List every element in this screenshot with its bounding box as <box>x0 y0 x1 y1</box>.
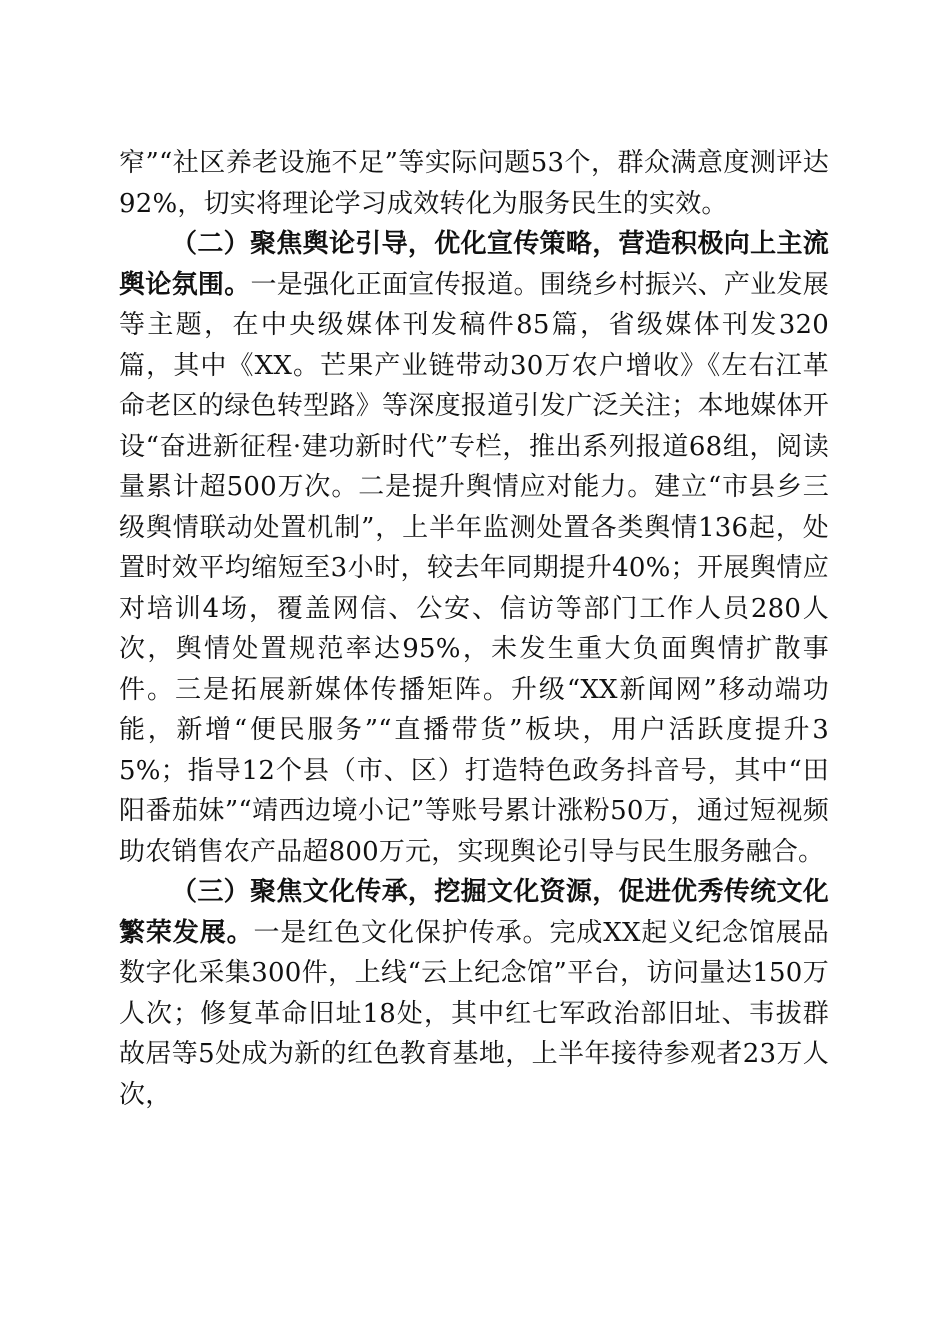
paragraph-2-body: 一是强化正面宣传报道。围绕乡村振兴、产业发展等主题，在中央级媒体刊发稿件85篇，省级媒体刊发320篇，其中《XX。芒果产业链带动30万农户增收》《左右江革命老区的绿色转型路》等深度报道引发广泛关注；本地媒体开设“奋进新征程·建功新时代”专栏，推出系列报道68组，阅读量累计超500万次。二是提升舆情应对能力。建立“市县乡三级舆情联动处置机制”，上半年监测处置各类舆情136起，处置时效平均缩短至3小时，较去年同期提升40%；开展舆情应对培训4场，覆盖网信、公安、信访等部门工作人员280人次，舆情处置规范率达95%，未发生重大负面舆情扩散事件。三是拓展新媒体传播矩阵。升级“XX新闻网”移动端功能，新增“便民服务”“直播带货”板块，用户活跃度提升35%；指导12个县（市、区）打造特色政务抖音号，其中“田阳番茄妹”“靖西边境小记”等账号累计涨粉50万，通过短视频助农销售农产品超800万元，实现舆论引导与民生服务融合。 <box>119 269 829 867</box>
paragraph-3-heading: （三）聚焦文化传承，挖掘文化资源，促进优秀传统文化繁荣发展。 <box>119 877 829 948</box>
paragraph-public-opinion <box>119 224 829 872</box>
paragraph-1-body: 窄”“社区养老设施不足”等实际问题53个，群众满意度测评达92%，切实将理论学习成效转化为服务民生的实效。 <box>119 148 829 219</box>
paragraph-3-body: 一是红色文化保护传承。完成XX起义纪念馆展品数字化采集300件，上线“云上纪念馆”平台，访问量达150万人次；修复革命旧址18处，其中红七军政治部旧址、韦拔群故居等5处成为新的红色教育基地，上半年接待参观者23万人次， <box>119 917 829 1110</box>
paragraph-culture <box>119 872 829 1115</box>
document-page <box>119 143 829 1115</box>
paragraph-continuation <box>119 143 829 224</box>
paragraph-2-heading: （二）聚焦舆论引导，优化宣传策略，营造积极向上主流舆论氛围。 <box>119 229 829 300</box>
